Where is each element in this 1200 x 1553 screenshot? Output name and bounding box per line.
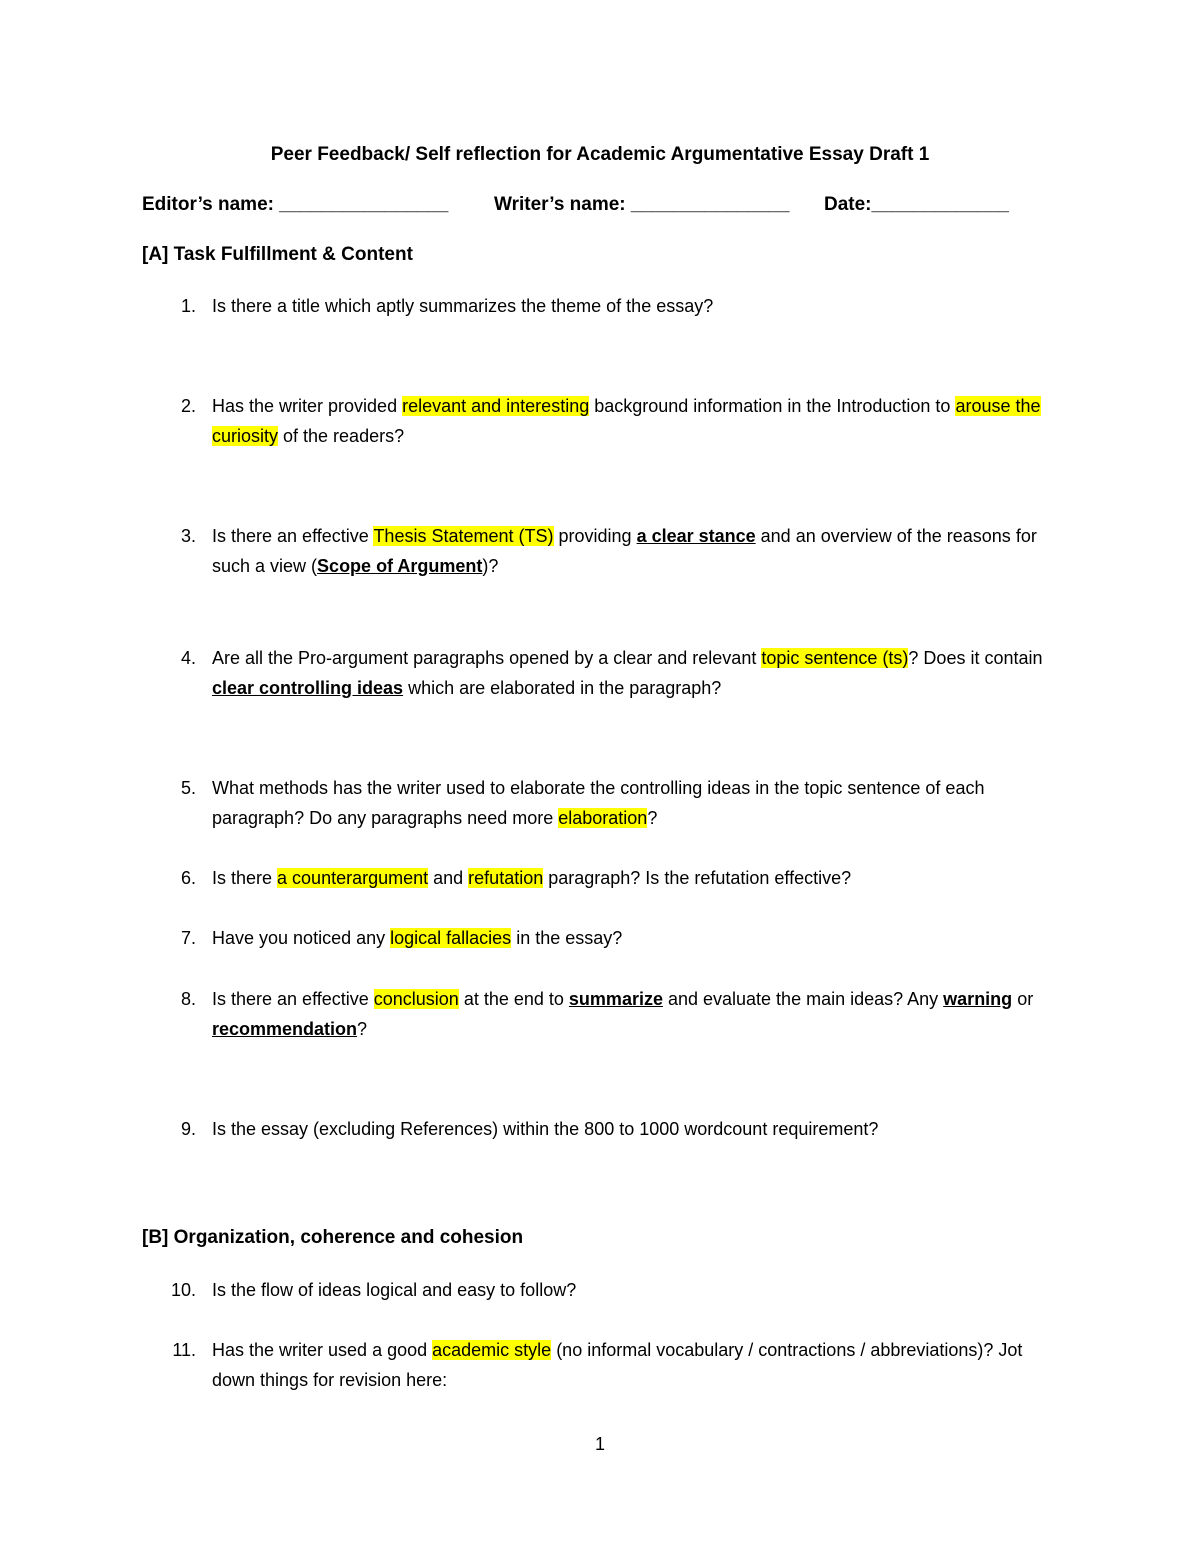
question-item: [142, 773, 1062, 833]
question-item: [142, 521, 1062, 581]
question-text-segment: Have you noticed any: [212, 928, 391, 948]
question-number: 2.: [180, 396, 196, 416]
question-text-segment: and an overview of the reasons for such a view (: [212, 526, 1037, 576]
question-text-segment: Is the flow of ideas logical and easy to follow?: [212, 1280, 577, 1300]
question-text-segment: Is there: [212, 868, 278, 888]
highlighted-phrase: elaboration: [558, 808, 648, 828]
question-number: 3.: [180, 526, 196, 546]
underlined-phrase: clear controlling ideas: [212, 678, 404, 698]
question-item: [142, 863, 1062, 893]
question-text-segment: Has the writer used a good: [212, 1340, 433, 1360]
question-item: [142, 1114, 1062, 1144]
highlighted-phrase: topic sentence (ts): [761, 648, 909, 668]
highlighted-phrase: Thesis Statement (TS): [373, 526, 554, 546]
underlined-phrase: a clear stance: [636, 526, 756, 546]
question-text-segment: ?: [357, 1019, 368, 1039]
question-text: [212, 773, 1062, 833]
highlighted-phrase: conclusion: [373, 989, 459, 1009]
question-number: 9.: [180, 1119, 196, 1139]
section-a-heading: [A] Task Fulfillment & Content: [142, 244, 413, 265]
question-text-segment: What methods has the writer used to elaborate the controlling ideas in the topic sentence of each paragraph? Do any paragraphs need more: [212, 778, 985, 828]
highlighted-phrase: refutation: [468, 868, 544, 888]
question-text-segment: Is there an effective: [212, 526, 374, 546]
question-text-segment: or: [1012, 989, 1034, 1009]
question-number: 10.: [170, 1280, 196, 1300]
question-item: [142, 643, 1062, 703]
underlined-phrase: recommendation: [212, 1019, 358, 1039]
date-field: Date:_____________: [824, 194, 1009, 215]
page-number: 1: [594, 1434, 605, 1454]
question-number: 11.: [172, 1340, 196, 1360]
question-text-segment: ? Does it contain: [908, 648, 1043, 668]
question-text: [212, 643, 1062, 703]
question-number: 6.: [180, 868, 196, 888]
question-text: [212, 863, 1062, 893]
question-text: [212, 1114, 1062, 1144]
question-number: 1.: [180, 296, 196, 316]
question-item: [142, 1335, 1062, 1395]
writer-name-field: Writer’s name: _______________: [494, 194, 790, 215]
question-text-segment: Is there a title which aptly summarizes the theme of the essay?: [212, 296, 714, 316]
question-text-segment: )?: [482, 556, 499, 576]
highlighted-phrase: a counterargument: [277, 868, 429, 888]
question-text-segment: Is the essay (excluding References) within the 800 to 1000 wordcount requirement?: [212, 1119, 879, 1139]
question-text-segment: and: [428, 868, 469, 888]
question-text-segment: Has the writer provided: [212, 396, 403, 416]
question-text: [212, 391, 1062, 451]
editor-name-field: Editor’s name: ________________: [142, 194, 449, 215]
question-text-segment: ?: [647, 808, 658, 828]
question-number: 8.: [180, 989, 196, 1009]
question-text-segment: providing: [553, 526, 637, 546]
question-text-segment: Is there an effective: [212, 989, 374, 1009]
question-text-segment: and evaluate the main ideas? Any: [662, 989, 944, 1009]
question-item: [142, 1275, 1062, 1305]
highlighted-phrase: relevant and interesting: [402, 396, 590, 416]
question-text-segment: at the end to: [458, 989, 569, 1009]
question-text-segment: of the readers?: [278, 426, 405, 446]
question-item: [142, 291, 1062, 321]
question-item: [142, 923, 1062, 953]
question-text: [212, 984, 1062, 1044]
highlighted-phrase: academic style: [432, 1340, 552, 1360]
question-text: [212, 1335, 1062, 1395]
question-text: [212, 521, 1062, 581]
underlined-phrase: warning: [943, 989, 1013, 1009]
question-text-segment: in the essay?: [511, 928, 623, 948]
question-text-segment: paragraph? Is the refutation effective?: [543, 868, 852, 888]
question-text-segment: which are elaborated in the paragraph?: [403, 678, 722, 698]
question-text: [212, 1275, 1062, 1305]
question-number: 4.: [180, 648, 196, 668]
underlined-phrase: Scope of Argument: [317, 556, 483, 576]
question-text-segment: (no informal vocabulary / contractions / abbreviations)? Jot down things for revision here:: [212, 1340, 1023, 1390]
underlined-phrase: summarize: [568, 989, 663, 1009]
question-text: [212, 923, 1062, 953]
question-item: [142, 391, 1062, 451]
question-text-segment: Are all the Pro-argument paragraphs opened by a clear and relevant: [212, 648, 762, 668]
question-item: [142, 984, 1062, 1044]
page-title: Peer Feedback/ Self reflection for Academic Argumentative Essay Draft 1: [270, 144, 930, 165]
highlighted-phrase: logical fallacies: [390, 928, 512, 948]
question-number: 5.: [180, 778, 196, 798]
section-b-heading: [B] Organization, coherence and cohesion: [142, 1227, 524, 1248]
question-number: 7.: [180, 928, 196, 948]
question-text: [212, 291, 1062, 321]
question-text-segment: background information in the Introduction to: [589, 396, 956, 416]
highlighted-phrase: arouse the curiosity: [212, 396, 1041, 446]
